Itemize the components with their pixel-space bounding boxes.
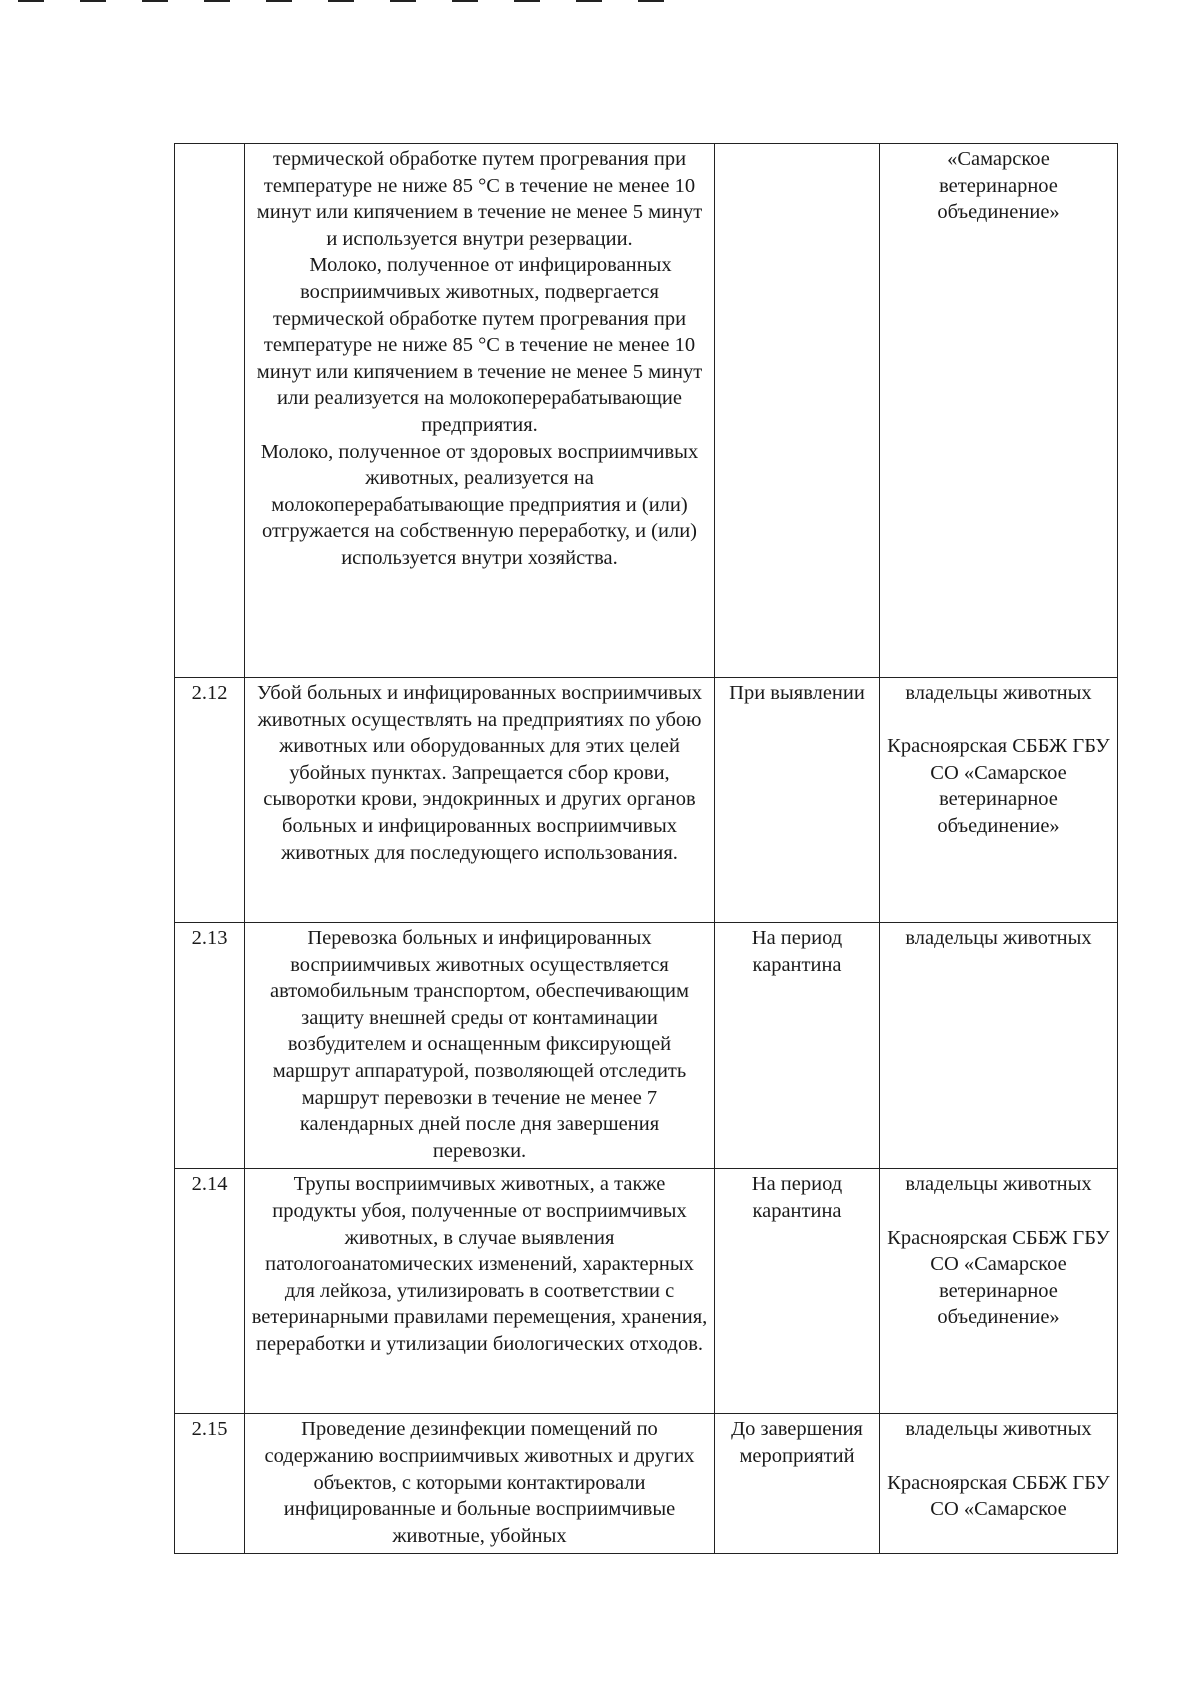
term-cell: При выявлении xyxy=(715,678,880,923)
row-number: 2.13 xyxy=(175,923,245,1169)
responsible-party: «Самарское ветеринарное объединение» xyxy=(937,148,1060,224)
measure-text xyxy=(245,144,715,678)
responsible-party: Красноярская СББЖ ГБУ СО «Самарское ветеринарное объединение» xyxy=(887,735,1110,837)
scan-dash xyxy=(638,0,664,2)
term-cell: На период карантина xyxy=(715,923,880,1169)
measure-text xyxy=(245,678,715,923)
responsible-party: владельцы животных xyxy=(905,682,1092,704)
measure-paragraph: Молоко, полученное от здоровых восприимчивых животных, реализуется на молокоперерабатывающие предприятия и (или) отгружается на собственную переработку, и (или) используется внутри хозяйства. xyxy=(260,440,699,569)
scan-dash xyxy=(328,0,354,2)
responsible-party: владельцы животных xyxy=(905,1173,1092,1196)
row-number: 2.14 xyxy=(175,1169,245,1414)
scan-dash xyxy=(514,0,540,2)
measure-paragraph: Проведение дезинфекции помещений по содержанию восприимчивых животных и других объектов, с которыми контактировали инфицированные и больные восприимчивые животные, убойных xyxy=(264,1418,695,1547)
responsible-party: владельцы животных xyxy=(905,927,1092,949)
scan-dash xyxy=(80,0,106,2)
responsible-cell xyxy=(880,144,1118,678)
scan-dash xyxy=(452,0,478,2)
measure-paragraph: Перевозка больных и инфицированных восприимчивых животных осуществляется автомобильным транспортом, обеспечивающим защиту внешней среды от контаминации возбудителем и оснащенным фиксирующей маршрут аппаратурой, позволяющей отследить маршрут перевозки в течение не менее 7 календарных дней после дня завершения перевозки. xyxy=(270,927,689,1162)
table-row xyxy=(175,1414,1118,1554)
scan-dash xyxy=(266,0,292,2)
measure-text xyxy=(245,1414,715,1554)
responsible-party: Красноярская СББЖ ГБУ СО «Самарское ветеринарное объединение» xyxy=(887,1226,1110,1329)
row-number: 2.12 xyxy=(175,678,245,923)
measure-paragraph: Молоко, полученное от инфицированных восприимчивых животных, подвергается термической обработке путем прогревания при температуре не ниже 85 °С в течение не менее 10 минут или кипячением в течение не менее 5 минут или реализуется на молокоперерабатывающие предприятия. xyxy=(256,254,703,436)
responsible-cell xyxy=(880,678,1118,923)
scan-dash xyxy=(18,0,44,2)
table-row xyxy=(175,144,1118,678)
table-row xyxy=(175,923,1118,1169)
scan-dash xyxy=(204,0,230,2)
measure-paragraph: Трупы восприимчивых животных, а также продукты убоя, полученные от восприимчивых животных, в случае выявления патологоанатомических изменений, характерных для лейкоза, утилизировать в соответствии с ветеринарными правилами перемещения, хранения, переработки и утилизации биологических отходов. xyxy=(251,1173,708,1355)
row-number: 2.15 xyxy=(175,1414,245,1554)
responsible-cell xyxy=(880,1169,1118,1414)
scan-dash xyxy=(390,0,416,2)
term-cell xyxy=(715,144,880,678)
responsible-party: владельцы животных xyxy=(905,1418,1092,1441)
row-number xyxy=(175,144,245,678)
responsible-cell xyxy=(880,1414,1118,1554)
measures-table xyxy=(174,143,1118,1554)
measure-text xyxy=(245,923,715,1169)
table-row xyxy=(175,678,1118,923)
scan-dash xyxy=(576,0,602,2)
measure-paragraph: Убой больных и инфицированных восприимчивых животных осуществлять на предприятиях по убою животных или оборудованных для этих целей убойных пунктах. Запрещается сбор крови, сыворотки крови, эндокринных и других органов больных и инфицированных восприимчивых животных для последующего использования. xyxy=(257,682,702,864)
table-row xyxy=(175,1169,1118,1414)
term-cell: До завершения мероприятий xyxy=(715,1414,880,1554)
measure-paragraph: термической обработке путем прогревания при температуре не ниже 85 °С в течение не менее 10 минут или кипячением в течение не менее 5 минут и используется внутри резервации. xyxy=(256,148,703,250)
scan-dash xyxy=(142,0,168,2)
responsible-cell xyxy=(880,923,1118,1169)
measure-text xyxy=(245,1169,715,1414)
top-edge-dashes xyxy=(18,0,698,4)
term-cell: На период карантина xyxy=(715,1169,880,1414)
responsible-party: Красноярская СББЖ ГБУ СО «Самарское xyxy=(887,1471,1110,1521)
